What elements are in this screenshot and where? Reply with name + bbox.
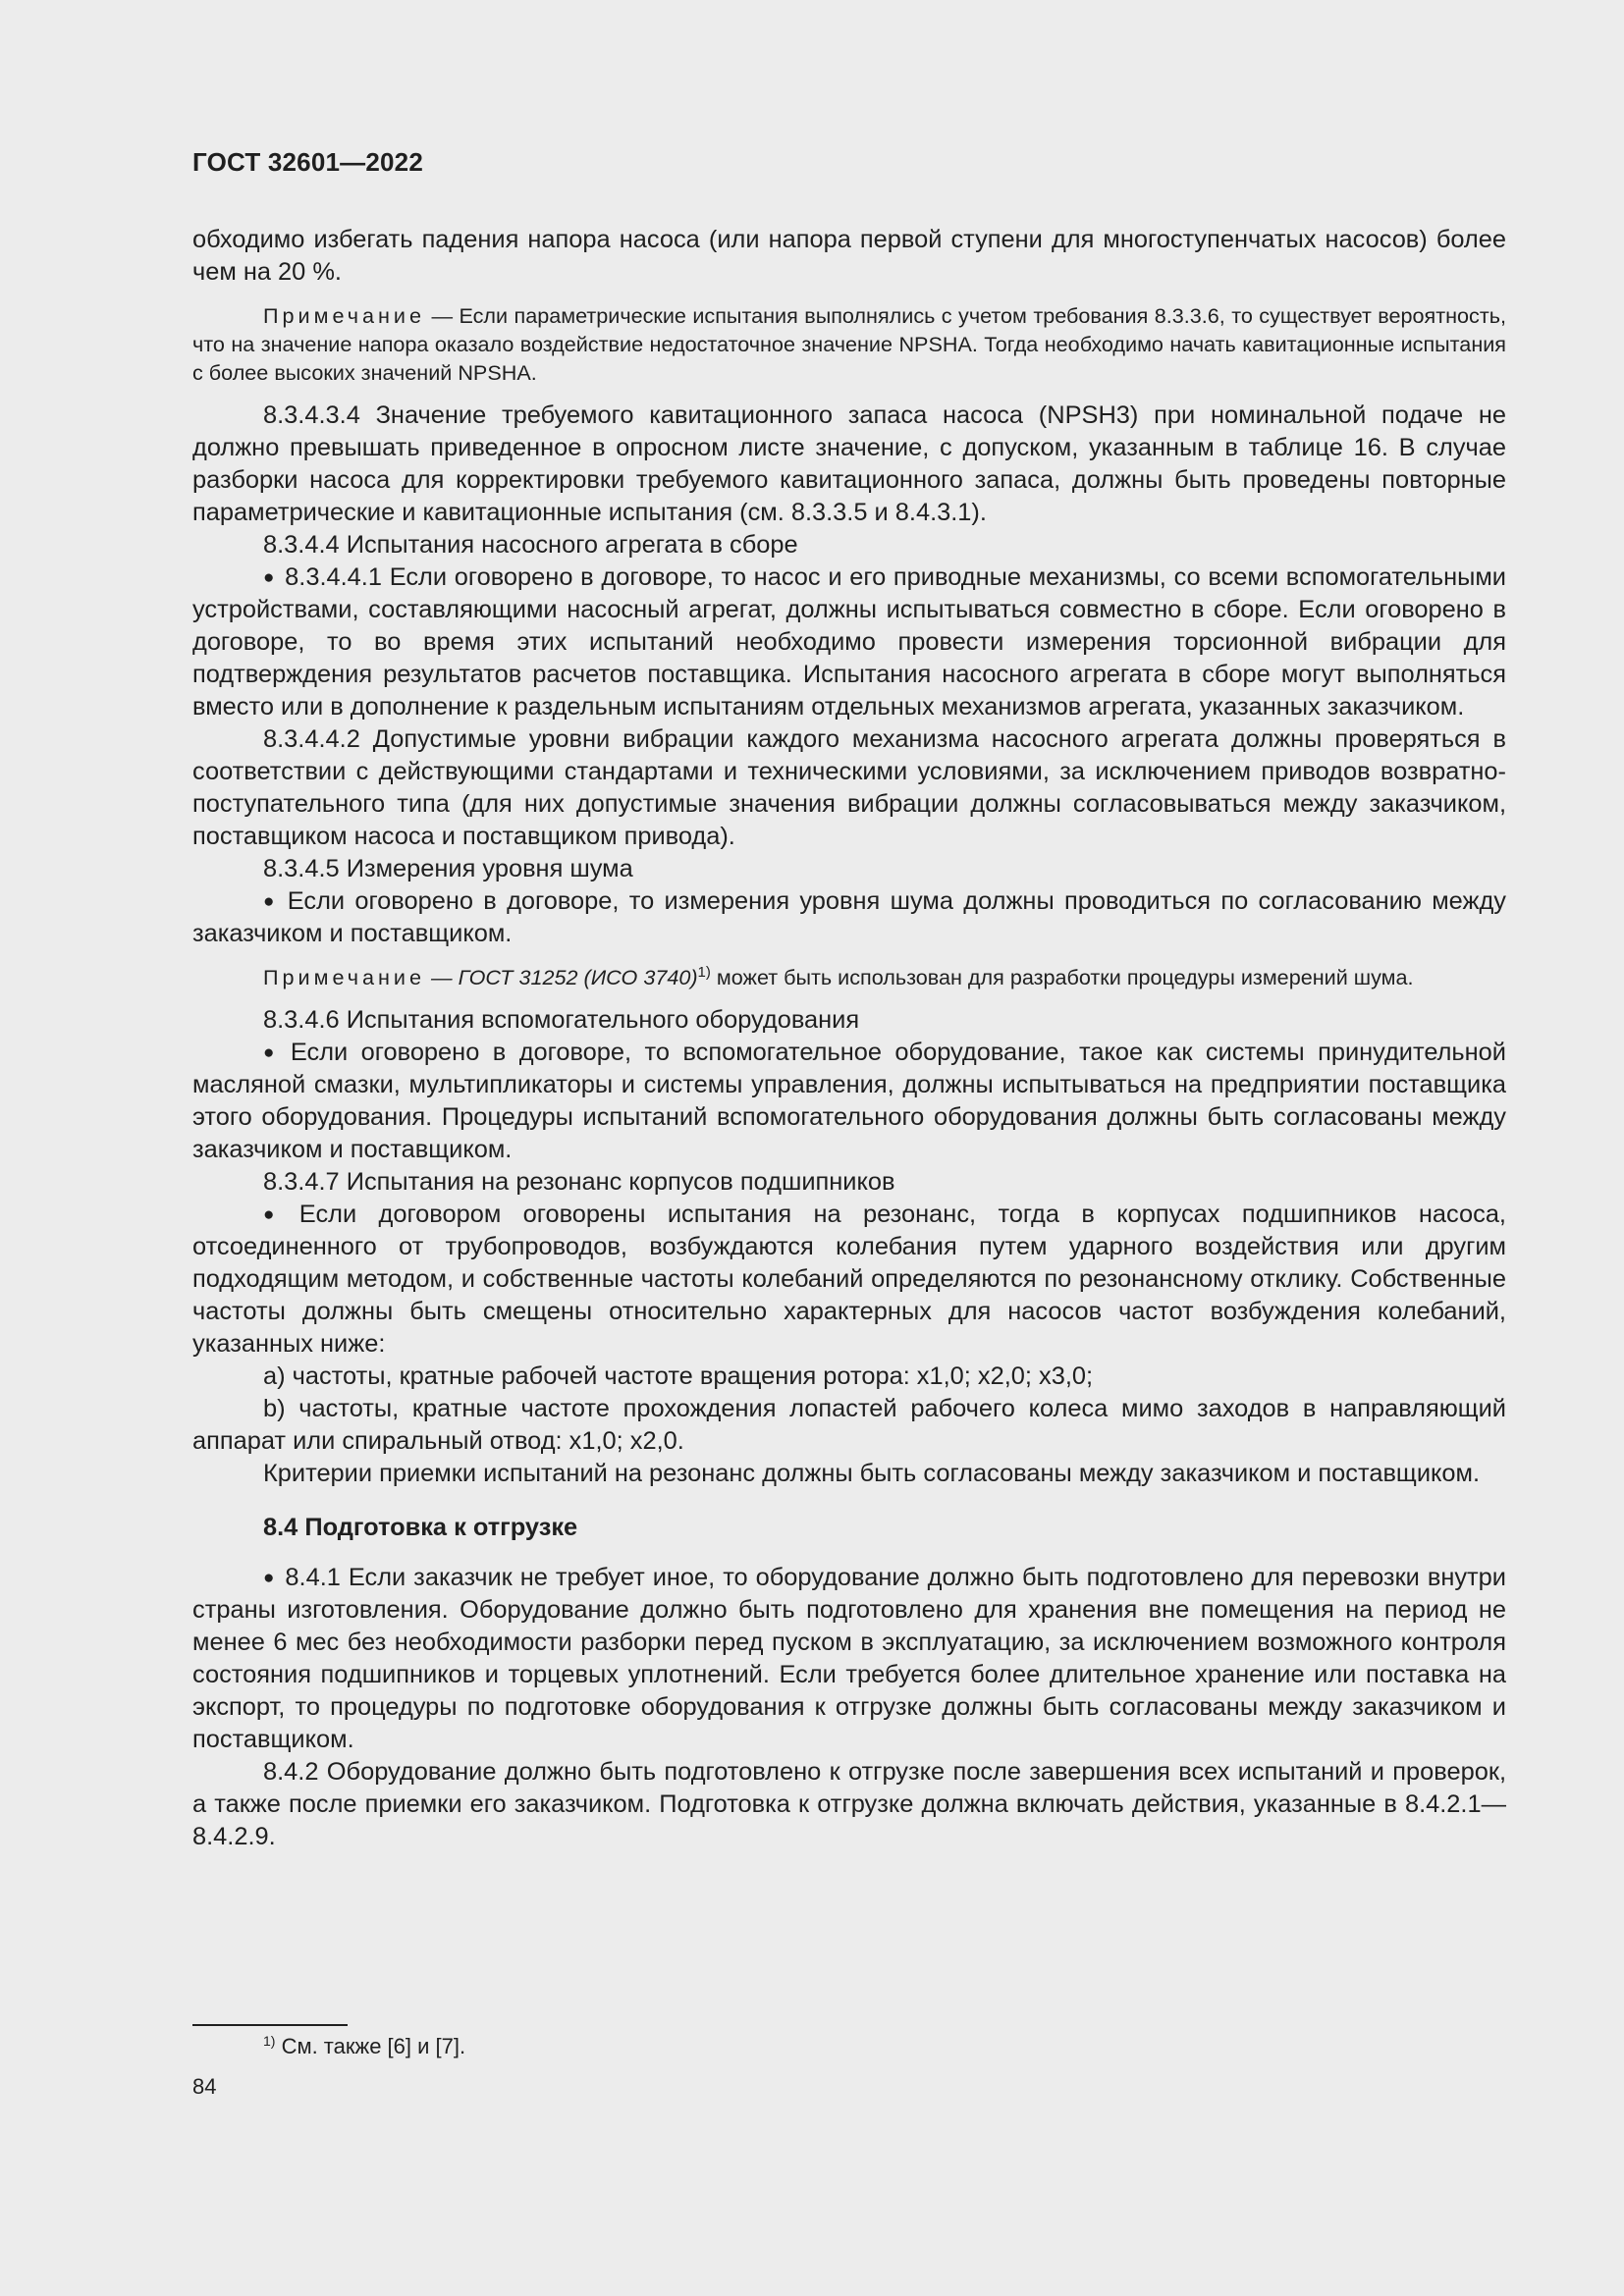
note-text: — Если параметрические испытания выполнялись с учетом требования 8.3.3.6, то существует вероятность, что на значение напора оказало воздействие недостаточное значение NPSHA. Тогда необходимо начать кавитационные испытания с более высоких значений NPSHA. — [192, 303, 1506, 385]
paragraph-continuation: обходимо избегать падения напора насоса (или напора первой ступени для многоступенчатых насосов) более чем на 20 %. — [192, 226, 1506, 286]
bullet-icon: ● — [263, 1204, 290, 1225]
document-header: ГОСТ 32601—2022 — [192, 147, 423, 177]
paragraph-text: Если договором оговорены испытания на резонанс, тогда в корпусах подшипников насоса, отсоединенного от трубопроводов, возбуждаются колебания путем ударного воздействия или другим подходящим методом, и собственные частоты колебаний определяются по резонансному отклику. Собственные частоты должны быть смещены относительно характерных для насосов частот возбуждения колебаний, указанных ниже: — [192, 1201, 1506, 1358]
note-label: Примечание — [263, 303, 425, 328]
paragraph-8-3-4-5 — [192, 885, 1506, 950]
footnote-marker: 1) — [263, 2033, 276, 2049]
note-2 — [192, 963, 1506, 991]
bullet-icon: ● — [263, 567, 276, 588]
section-title-8-4: 8.4 Подготовка к отгрузке — [263, 1514, 578, 1541]
note-text: может быть использован для разработки процедуры измерений шума. — [710, 965, 1414, 989]
bullet-icon: ● — [263, 1568, 276, 1588]
paragraph-text: 8.4.1 Если заказчик не требует иное, то оборудование должно быть подготовлено для перевозки внутри страны изготовления. Оборудование должно быть подготовлено для хранения вне помещения на период не менее 6 мес без необходимости разборки перед пуском в эксплуатацию, за исключением возможного контроля состояния подшипников и торцевых уплотнений. Если требуется более длительное хранение или поставка на экспорт, то процедуры по подготовке оборудования к отгрузке должны быть согласованы между заказчиком и поставщиком. — [192, 1564, 1506, 1753]
paragraph-8-4-1 — [192, 1562, 1506, 1756]
heading-8-3-4-7: 8.3.4.7 Испытания на резонанс корпусов подшипников — [263, 1168, 895, 1196]
footnote — [263, 2032, 465, 2061]
bullet-icon: ● — [263, 891, 278, 912]
paragraph-8-4-2: 8.4.2 Оборудование должно быть подготовлено к отгрузке после завершения всех испытаний и проверок, а также после приемки его заказчиком. Подготовка к отгрузке должна включать действия, указанные в 8.4.2.1—8.4.2.9. — [192, 1758, 1506, 1850]
paragraph-8-3-4-3-4: 8.3.4.3.4 Значение требуемого кавитационного запаса насоса (NPSH3) при номинальной подаче не должно превышать приведенное в опросном листе значение, с допуском, указанным в таблице 16. В случае разборки насоса для корректировки требуемого кавитационного запаса, должны быть проведены повторные параметрические и кавитационные испытания (см. 8.3.3.5 и 8.4.3.1). — [192, 401, 1506, 526]
paragraph-text: Если оговорено в договоре, то вспомогательное оборудование, такое как системы принудительной масляной смазки, мультипликаторы и системы управления, должны испытываться на предприятии поставщика этого оборудования. Процедуры испытаний вспомогательного оборудования должны быть согласованы между заказчиком и поставщиком. — [192, 1039, 1506, 1163]
paragraph-criteria: Критерии приемки испытаний на резонанс должны быть согласованы между заказчиком и поставщиком. — [263, 1460, 1481, 1487]
paragraph-8-3-4-6 — [192, 1037, 1506, 1166]
list-item-a: a) частоты, кратные рабочей частоте вращения ротора: x1,0; x2,0; x3,0; — [263, 1362, 1094, 1390]
heading-8-3-4-5: 8.3.4.5 Измерения уровня шума — [263, 855, 633, 882]
note-label: Примечание — [263, 965, 425, 989]
paragraph-8-3-4-4-1 — [192, 561, 1506, 723]
paragraph-8-3-4-4-2: 8.3.4.4.2 Допустимые уровни вибрации каждого механизма насосного агрегата должны проверяться в соответствии с действующими стандартами и техническими условиями, за исключением приводов возвратно-поступательного типа (для них допустимые значения вибрации должны согласовываться между заказчиком, поставщиком насоса и поставщиком привода). — [192, 725, 1506, 850]
heading-8-3-4-4: 8.3.4.4 Испытания насосного агрегата в сборе — [263, 531, 798, 559]
list-item-b: b) частоты, кратные частоте прохождения лопастей рабочего колеса мимо заходов в направляющий аппарат или спиральный отвод: x1,0; x2,0. — [192, 1395, 1506, 1455]
paragraph-8-3-4-7 — [192, 1199, 1506, 1361]
footnote-text: См. также [6] и [7]. — [275, 2034, 466, 2058]
heading-8-3-4-6: 8.3.4.6 Испытания вспомогательного оборудования — [263, 1006, 860, 1034]
bullet-icon: ● — [263, 1042, 281, 1063]
paragraph-text: Если оговорено в договоре, то измерения уровня шума должны проводиться по согласованию между заказчиком и поставщиком. — [192, 887, 1506, 947]
footnote-reference: 1) — [697, 964, 711, 981]
paragraph-text: 8.3.4.4.1 Если оговорено в договоре, то насос и его приводные механизмы, со всеми вспомогательными устройствами, составляющими насосный агрегат, должны испытываться совместно в сборе. Если оговорено в договоре, то во время этих испытаний необходимо провести измерения торсионной вибрации для подтверждения результатов расчетов поставщика. Испытания насосного агрегата в сборе могут выполняться вместо или в дополнение к раздельным испытаниям отдельных механизмов агрегата, указанных заказчиком. — [192, 563, 1506, 721]
page-body — [192, 224, 1506, 1853]
footnote-divider — [192, 2024, 348, 2026]
note-standard-reference: — ГОСТ 31252 (ИСО 3740) — [425, 965, 698, 989]
page-number: 84 — [192, 2074, 217, 2099]
note-1 — [192, 301, 1506, 387]
